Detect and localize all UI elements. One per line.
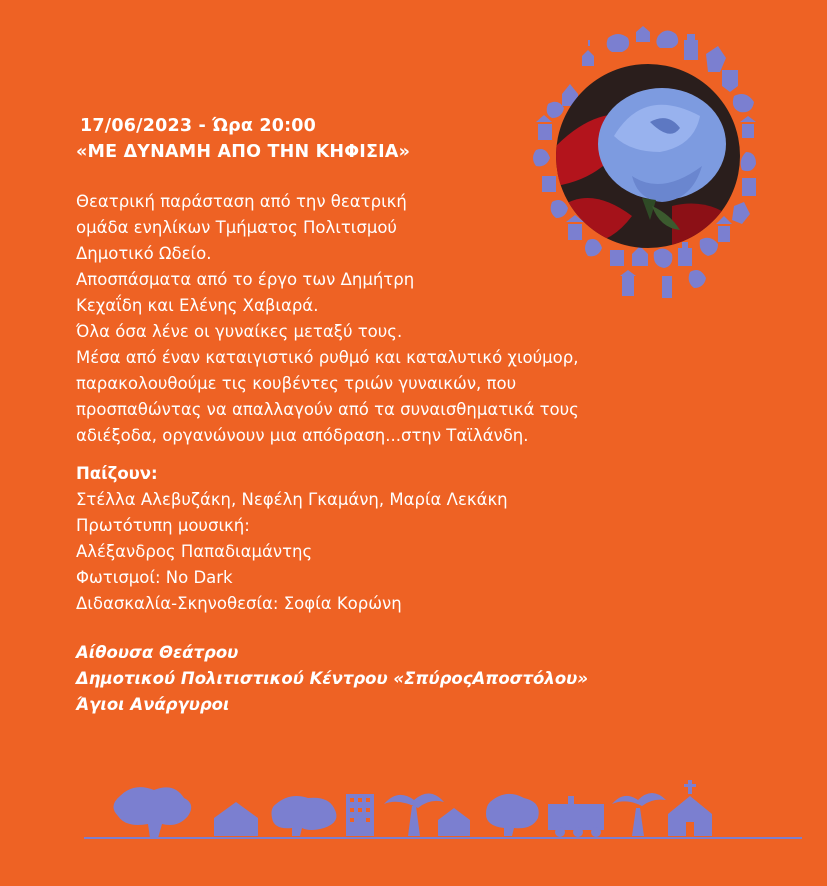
cast-names: Στέλλα Αλεβυζάκη, Νεφέλη Γκαμάνη, Μαρία Λεκάκη — [76, 490, 508, 509]
venue-location: Άγιοι Ανάργυροι — [76, 695, 230, 714]
event-description — [76, 189, 579, 449]
event-title: «ΜΕ ΔΥΝΑΜΗ ΑΠΟ ΤΗΝ ΚΗΦΙΣΙΑ» — [76, 142, 411, 162]
description-line: ομάδα ενηλίκων Τμήματος Πολιτισμού — [76, 218, 397, 237]
description-line: προσπαθώντας να απαλλαγούν από τα συναισθηματικά τους — [76, 400, 579, 419]
description-line: Μέσα από έναν καταιγιστικό ρυθμό και καταλυτικό χιούμορ, — [76, 348, 579, 367]
description-line: Όλα όσα λένε οι γυναίκες μεταξύ τους. — [76, 322, 403, 341]
description-line: Δημοτικό Ωδείο. — [76, 244, 212, 263]
lighting-credit: Φωτισμοί: No Dark — [76, 568, 233, 587]
direction-credit: Διδασκαλία-Σκηνοθεσία: Σοφία Κορώνη — [76, 594, 402, 613]
venue-hall: Αίθουσα Θεάτρου — [76, 643, 239, 662]
event-date-time: 17/06/2023 - Ώρα 20:00 — [80, 116, 317, 136]
description-line: Αποσπάσματα από το έργο των Δημήτρη — [76, 270, 415, 289]
town-skyline-icon — [0, 774, 827, 844]
description-line: Θεατρική παράσταση από την θεατρική — [76, 192, 407, 211]
description-line: αδιέξοδα, οργανώνουν μια απόδραση...στην Ταϊλάνδη. — [76, 426, 529, 445]
description-line: παρακολουθούμε τις κουβέντες τριών γυναικών, που — [76, 374, 517, 393]
music-heading: Πρωτότυπη μουσική: — [76, 516, 250, 535]
cast-heading: Παίζουν: — [76, 464, 158, 483]
music-composer: Αλέξανδρος Παπαδιαμάντης — [76, 542, 313, 561]
venue-center: Δημοτικού Πολιτιστικού Κέντρου «ΣπύροςΑποστόλου» — [76, 669, 589, 688]
credits-section — [76, 461, 508, 617]
description-line: Κεχαΐδη και Ελένης Χαβιαρά. — [76, 296, 319, 315]
venue-info — [76, 640, 588, 718]
